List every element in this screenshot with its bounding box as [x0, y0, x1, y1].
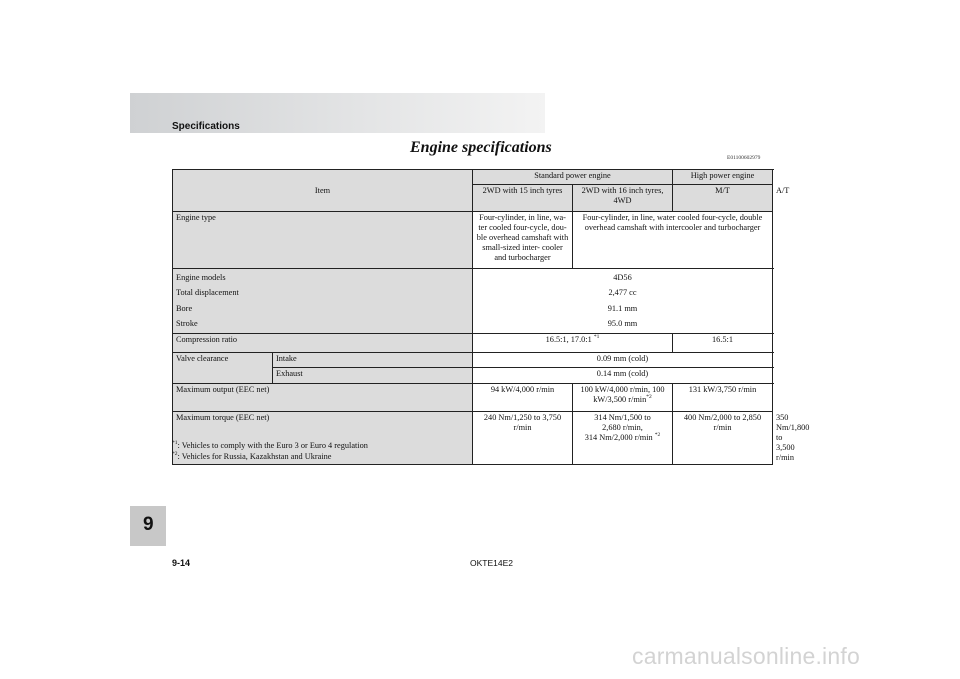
footnote-ref: *2 [646, 394, 652, 401]
document-code: E01100602979 [727, 155, 761, 161]
max-torque-standard-16-line2: 2,680 r/min, [602, 423, 643, 433]
footnote-text: : Vehicles to comply with the Euro 3 or Euro 4 regulation [177, 441, 368, 450]
page-title: Engine specifications [410, 139, 552, 156]
table-row [173, 269, 773, 334]
table-subheader-row: 2WD with 15 inch tyres 2WD with 16 inch tyres, 4WD M/T A/T [173, 185, 773, 212]
intake-value: 0.09 mm (cold) [473, 353, 773, 368]
engine-models-label: Engine models [176, 273, 226, 282]
dimension-labels [173, 269, 473, 334]
table-row [173, 212, 773, 269]
max-torque-standard-16-line3 [576, 433, 669, 443]
compression-ratio-label: Compression ratio [173, 334, 473, 353]
footnote-ref: *1 [593, 334, 600, 341]
total-displacement-value: 2,477 cc [608, 288, 637, 298]
footnote-mark: *1 [172, 440, 178, 447]
exhaust-value: 0.14 mm (cold) [473, 368, 773, 384]
engine-type-other: Four-cylinder, in line, water cooled four-cycle, double overhead camshaft with intercooler and turbocharger [573, 212, 773, 269]
footnote-ref: *2 [654, 432, 661, 439]
exhaust-label: Exhaust [273, 368, 473, 384]
bore-label: Bore [176, 303, 193, 313]
engine-models-value: 4D56 [613, 273, 632, 282]
total-displacement-label: Total displacement [176, 288, 239, 298]
model-code: OKTE14E2 [470, 558, 513, 568]
engine-type-label: Engine type [173, 212, 473, 269]
chapter-number: 9 [143, 514, 154, 535]
compression-ratio-standard [473, 334, 673, 353]
table-row [173, 384, 773, 412]
watermark: carmanualsonline.info [632, 643, 860, 669]
max-output-standard-16-text: 100 kW/4,000 r/min, 100 kW/3,500 r/min [580, 385, 665, 405]
subheader-2wd-16-4wd: 2WD with 16 inch tyres, 4WD [573, 185, 673, 212]
valve-clearance-label: Valve clearance [173, 353, 273, 384]
section-label: Specifications [172, 121, 240, 132]
footnotes [172, 440, 368, 462]
max-output-high: 131 kW/3,750 r/min [673, 384, 773, 412]
bore-value: 91.1 mm [607, 303, 638, 313]
max-torque-mt: 400 Nm/2,000 to 2,850 r/min [673, 412, 773, 465]
max-torque-standard-16-line1: 314 Nm/1,500 to [594, 413, 651, 423]
max-output-label: Maximum output (EEC net) [173, 384, 473, 412]
engine-spec-table [172, 169, 810, 465]
stroke-value: 95.0 mm [607, 318, 638, 328]
stroke-label: Stroke [176, 318, 198, 328]
table-row [173, 334, 773, 353]
max-torque-standard-16 [573, 412, 673, 465]
max-torque-label: Maximum torque (EEC net) [173, 412, 473, 465]
footnote-mark: *2 [172, 451, 178, 458]
max-torque-standard-15: 240 Nm/1,250 to 3,750 r/min [473, 412, 573, 465]
compression-ratio-high: 16.5:1 [673, 334, 773, 353]
standard-power-header: Standard power engine [473, 170, 673, 185]
engine-type-standard-15: Four-cylinder, in line, wa- ter cooled four-cycle, dou- ble overhead camshaft with small-sized inter- cooler and turbocharger [473, 212, 573, 269]
compression-ratio-standard-text: 16.5:1, 17.0:1 [545, 335, 594, 345]
footnote-text: : Vehicles for Russia, Kazakhstan and Ukraine [177, 452, 332, 461]
dimension-values [473, 269, 773, 334]
table-header-row [173, 170, 773, 185]
high-power-header: High power engine [673, 170, 773, 185]
page-number: 9-14 [172, 558, 191, 568]
footnote-1 [172, 440, 368, 451]
item-header: Item [173, 170, 473, 212]
max-torque-standard-16-text: 314 Nm/2,000 r/min [584, 433, 655, 443]
footnote-2 [172, 451, 368, 462]
table-row: Maximum torque (EEC net) 240 Nm/1,250 to 3,750 r/min 314 Nm/1,500 to 2,680 r/min, 314 Nm/2,000 r/min $^{*2}$ 400 Nm/2,000 to 2,850 r/min 350 Nm/1,800 to 3,500 r/min [173, 412, 773, 465]
subheader-2wd-15: 2WD with 15 inch tyres [473, 185, 573, 212]
intake-label: Intake [273, 353, 473, 368]
max-output-standard-16 [573, 384, 673, 412]
table-row [173, 353, 773, 368]
max-output-standard-15: 94 kW/4,000 r/min [473, 384, 573, 412]
subheader-mt: M/T [673, 185, 773, 212]
